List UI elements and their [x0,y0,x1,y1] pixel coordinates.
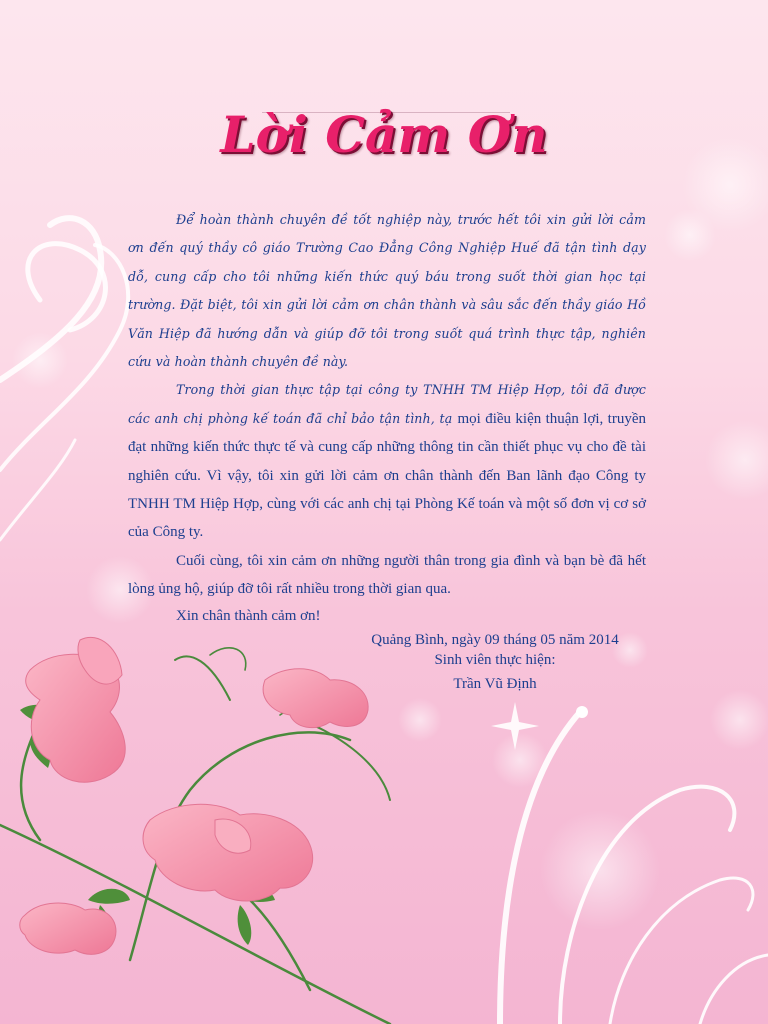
left-swirls [0,218,128,540]
acknowledgement-body [128,206,646,604]
pink-flowers [20,637,368,954]
paragraph-2-script-part: Trong thời gian thực tập tại công ty TNHH TM Hiệp Hợp, tôi đã được các anh chị phòng kế toán đã chỉ bảo tận tình, tạ [128,382,646,426]
signer-name: Trần Vũ Định [453,676,537,692]
paragraph-1: Để hoàn thành chuyên đề tốt nghiệp này, trước hết tôi xin gửi lời cảm ơn đến quý thầy cô giáo Trường Cao Đẳng Công Nghiệp Huế đã tận tình dạy dỗ, cung cấp cho tôi những kiến thức quý báu trong suốt thời gian học tại trường. Đặt biệt, tôi xin gửi lời cảm ơn chân thành và sâu sắc đến thầy giáo Hồ Văn Hiệp đã hướng dẫn và giúp đỡ tôi trong suốt quá trình thực tập, nghiên cứu và hoàn thành chuyên đề này. [128,212,646,370]
signature-block [330,630,660,694]
page-title: Lời Cảm Ơn [220,105,548,164]
paragraph-2-plain-part: mọi điều kiện thuận lợi, truyền đạt những kiến thức thực tế và cung cấp những thông tin cần thiết phục vụ cho đề tài nghiên cứu. Vì vậy, tôi xin gửi lời cảm ơn chân thành đến Ban lãnh đạo Công ty TNHH TM Hiệp Hợp, cùng với các anh chị tại Phòng Kế toán và một số đơn vị cơ sở của Công ty. [128,410,646,541]
closing-line: Xin chân thành cảm ơn! [176,608,321,624]
paragraph-3: Cuối cùng, tôi xin cảm ơn những người thân trong gia đình và bạn bè đã hết lòng ủng hộ, giúp đỡ tôi rất nhiều trong thời gian qua. [128,552,646,598]
place-date: Quảng Bình, ngày 09 tháng 05 năm 2014 [371,632,619,648]
paragraph-2 [128,376,646,546]
signer-role: Sinh viên thực hiện: [434,652,556,668]
